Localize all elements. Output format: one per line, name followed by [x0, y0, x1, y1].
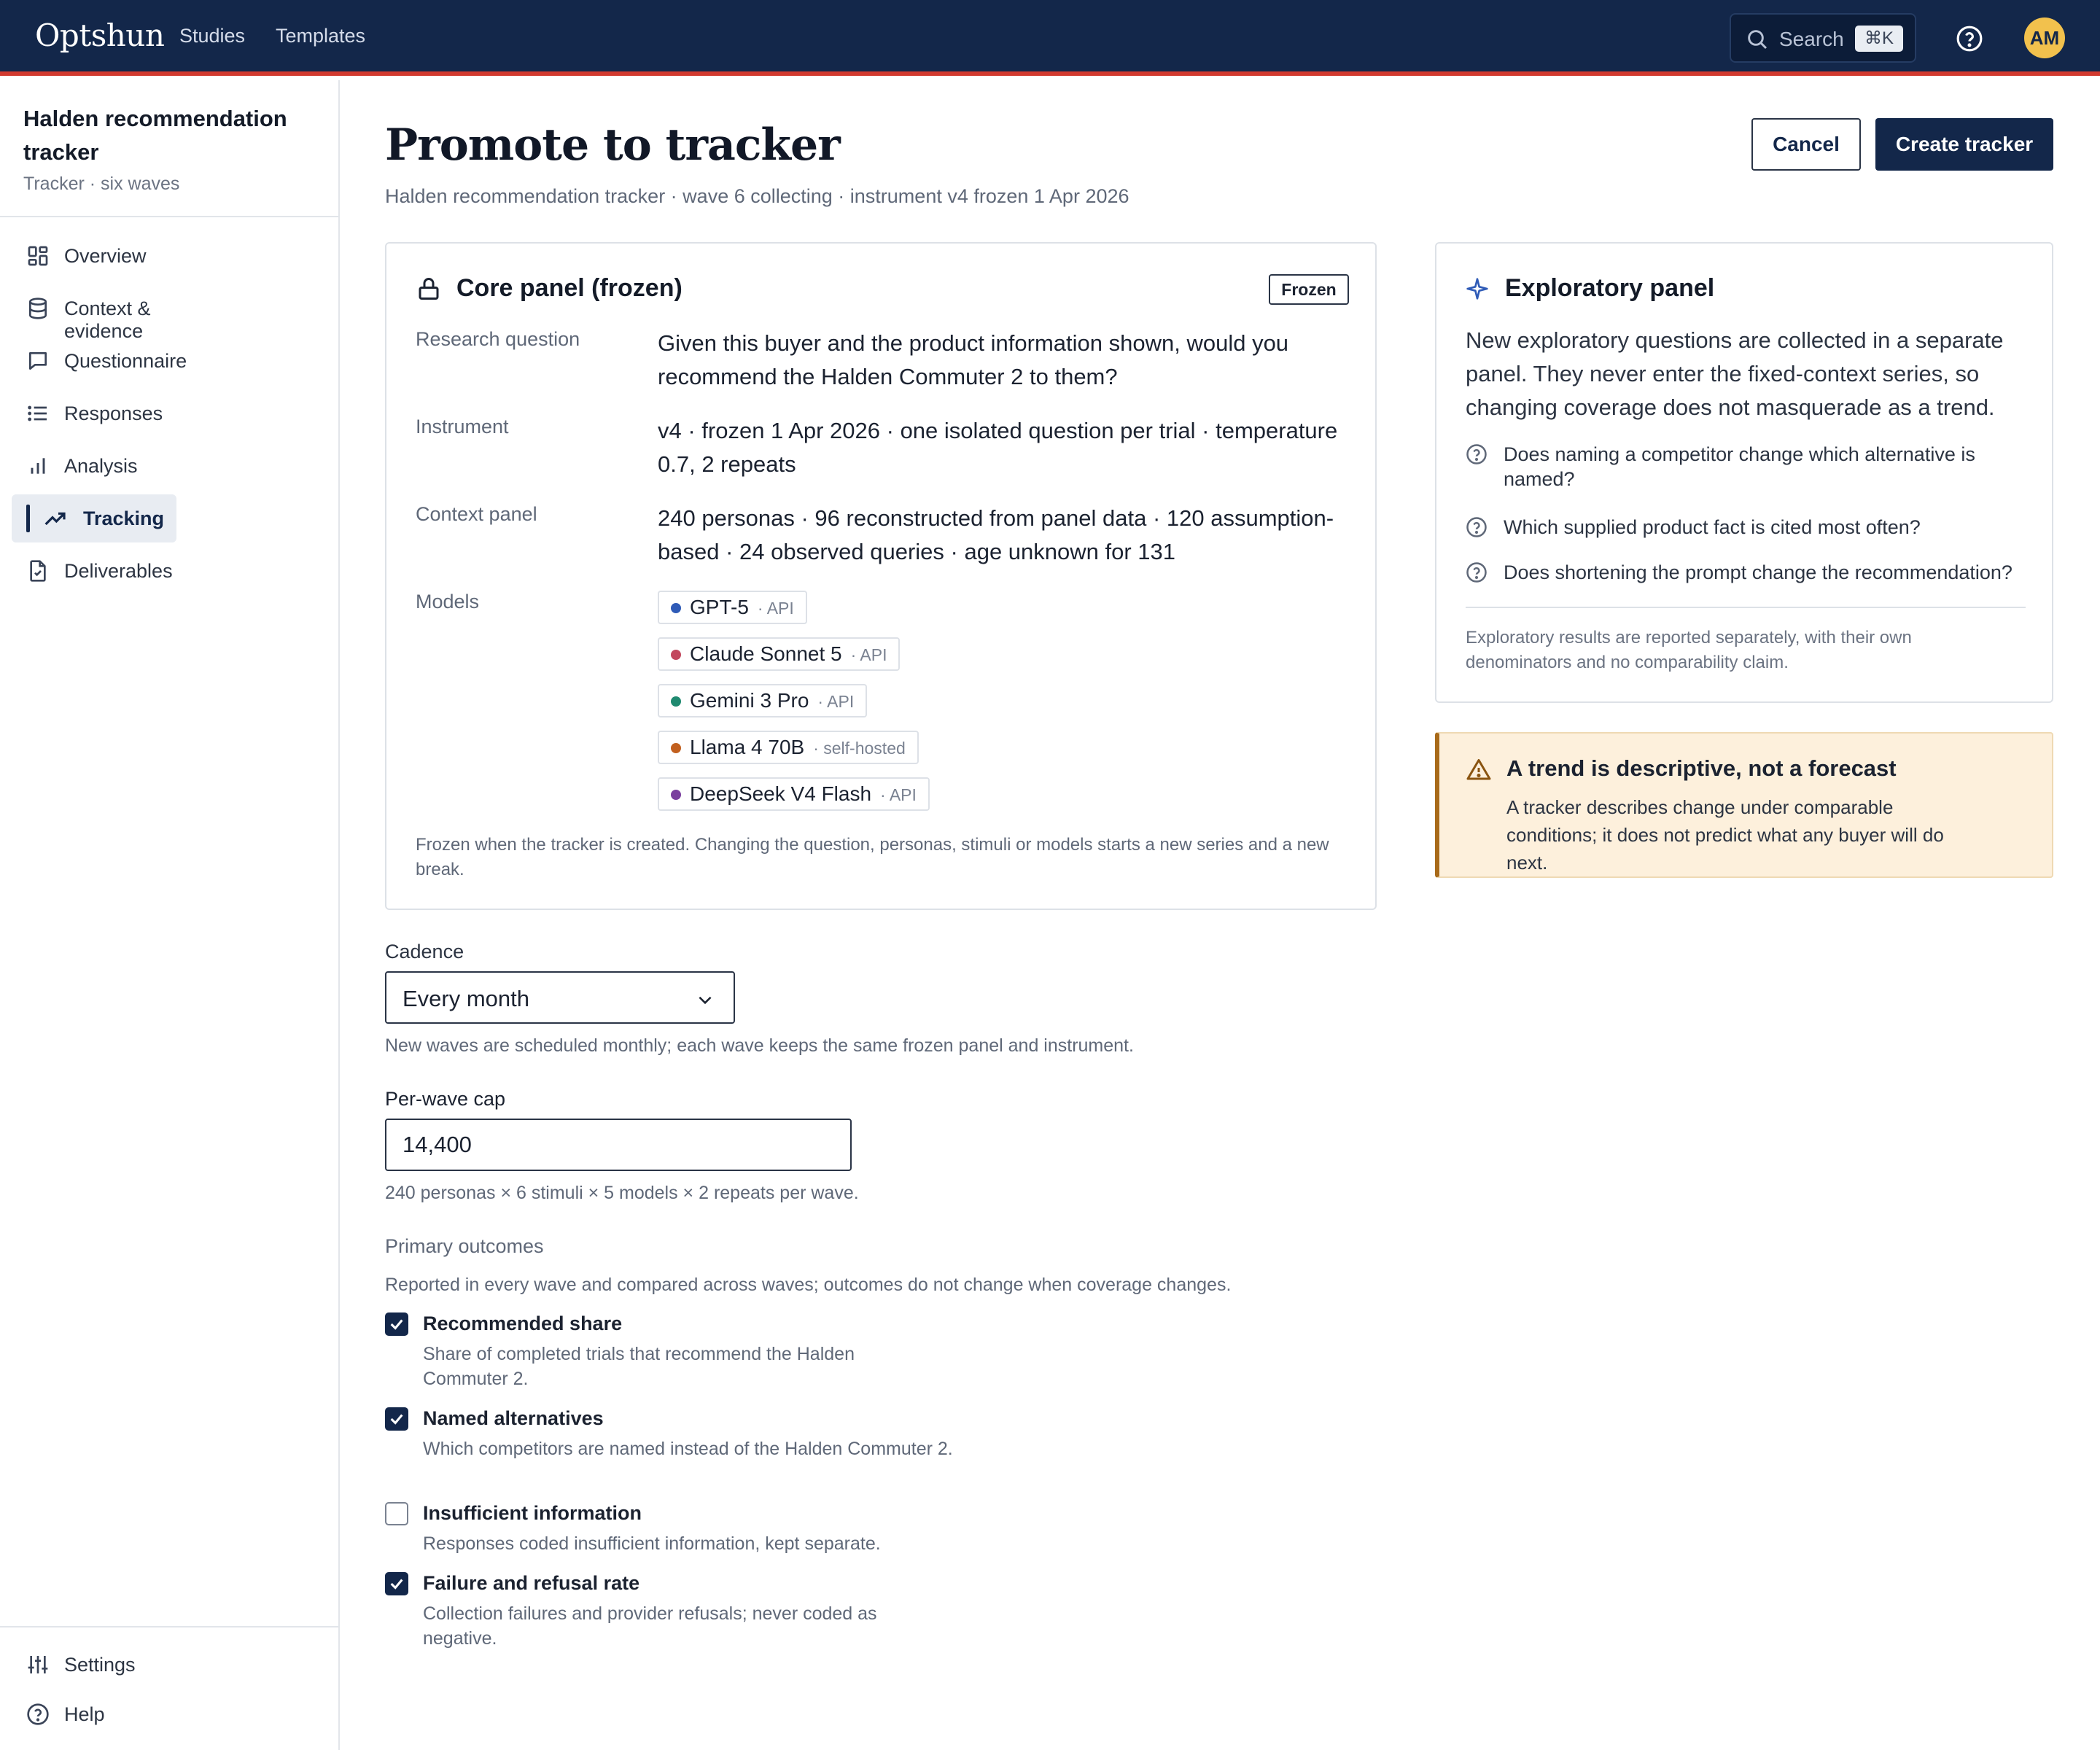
active-indicator	[26, 505, 30, 532]
brand-logo[interactable]: Optshun	[35, 18, 165, 53]
help-circle-icon	[1466, 516, 1488, 538]
outcome-title[interactable]: Insufficient information	[423, 1502, 642, 1524]
model-color-dot	[671, 696, 681, 707]
exploratory-question-text: Which supplied product fact is cited most often?	[1504, 516, 1921, 538]
create-tracker-button[interactable]: Create tracker	[1875, 118, 2053, 171]
help-icon[interactable]	[1956, 25, 1983, 52]
sidebar-item-responses[interactable]	[12, 389, 176, 438]
grid-icon	[26, 244, 50, 268]
model-color-dot	[671, 650, 681, 660]
sidebar-item-settings[interactable]	[12, 1641, 176, 1689]
outcome-description: Which competitors are named instead of the Halden Commuter 2.	[423, 1439, 953, 1459]
row-label-research-question: Research question	[416, 328, 580, 350]
model-chip-deepseek-v4-flash	[658, 777, 930, 811]
nav-studies[interactable]: Studies	[179, 25, 246, 47]
model-suffix: · self-hosted	[813, 739, 906, 758]
row-label-instrument: Instrument	[416, 416, 509, 438]
check-icon	[389, 1411, 405, 1427]
help-icon	[26, 1703, 50, 1726]
sidebar-item-overview[interactable]	[12, 232, 176, 280]
sidebar-item-deliverables[interactable]	[12, 547, 176, 595]
cadence-help: New waves are scheduled monthly; each wave keeps the same frozen panel and instrument.	[385, 1035, 1134, 1056]
help-circle-icon	[1466, 561, 1488, 583]
model-chip-gpt5	[658, 591, 807, 624]
sidebar-item-label: Settings	[64, 1654, 136, 1676]
list-icon	[26, 402, 50, 425]
sidebar-divider	[0, 216, 338, 217]
row-label-context-panel: Context panel	[416, 503, 537, 525]
research-question-value: Given this buyer and the product information shown, would you recommend the Halden Commuter 2 to them?	[658, 330, 1289, 389]
failure-refusal-checkbox[interactable]	[385, 1572, 408, 1595]
database-icon	[26, 297, 50, 320]
frozen-badge: Frozen	[1269, 274, 1349, 305]
exploratory-divider	[1466, 607, 2026, 608]
model-name: DeepSeek V4 Flash	[690, 782, 872, 805]
chat-icon	[26, 349, 50, 373]
model-chip-gemini-3-pro	[658, 684, 867, 718]
core-panel-title: Core panel (frozen)	[456, 274, 682, 302]
help-circle-icon	[1466, 443, 1488, 465]
exploratory-panel-text: New exploratory questions are collected in a separate panel. They never enter the fixed-context series, so changing coverage does not masquerade as a trend.	[1466, 327, 2004, 420]
sidebar-item-help[interactable]	[12, 1690, 176, 1738]
model-color-dot	[671, 790, 681, 800]
outcome-description: Responses coded insufficient information, kept separate.	[423, 1533, 881, 1554]
cadence-label: Cadence	[385, 941, 464, 962]
model-suffix: · API	[850, 645, 887, 664]
file-check-icon	[26, 559, 50, 583]
core-panel-note: Frozen when the tracker is created. Changing the question, personas, stimuli or models starts a new series and a new break.	[416, 835, 1329, 879]
avatar[interactable]: AM	[2024, 18, 2065, 58]
search-label: Search	[1779, 28, 1844, 50]
sidebar	[0, 80, 340, 1750]
search-shortcut: ⌘K	[1855, 26, 1903, 52]
instrument-value: v4 · frozen 1 Apr 2026 · one isolated question per trial · temperature 0.7, 2 repeats	[658, 418, 1338, 477]
exploratory-panel-note: Exploratory results are reported separately, with their own denominators and no comparability claim.	[1466, 628, 1912, 672]
per-wave-cap-help: 240 personas × 6 stimuli × 5 models × 2 repeats per wave.	[385, 1183, 859, 1203]
trend-icon	[44, 507, 67, 530]
per-wave-cap-label: Per-wave cap	[385, 1088, 506, 1110]
cancel-button[interactable]: Cancel	[1751, 118, 1861, 171]
recommended-share-checkbox[interactable]	[385, 1312, 408, 1336]
model-name: Claude Sonnet 5	[690, 642, 842, 665]
sidebar-item-questionnaire[interactable]	[12, 337, 187, 385]
model-suffix: · API	[880, 785, 917, 804]
model-suffix: · API	[757, 599, 794, 618]
core-panel-card	[385, 242, 1377, 910]
outcome-title[interactable]: Recommended share	[423, 1312, 623, 1334]
search-button[interactable]	[1730, 13, 1916, 63]
check-icon	[389, 1316, 405, 1332]
nav-templates[interactable]: Templates	[276, 25, 366, 47]
outcome-description: Share of completed trials that recommend the Halden Commuter 2.	[423, 1344, 855, 1389]
sidebar-item-label: Context & evidence	[64, 298, 151, 342]
top-bar	[0, 0, 2100, 76]
model-name: GPT-5	[690, 596, 749, 618]
outcome-title[interactable]: Named alternatives	[423, 1407, 604, 1429]
model-color-dot	[671, 743, 681, 753]
trend-warning-callout	[1435, 732, 2053, 878]
sidebar-item-analysis[interactable]	[12, 442, 176, 490]
sidebar-item-context-evidence[interactable]	[12, 284, 176, 342]
model-name: Llama 4 70B	[690, 736, 805, 758]
named-alternatives-checkbox[interactable]	[385, 1407, 408, 1431]
lock-icon	[416, 276, 442, 302]
insufficient-information-checkbox[interactable]	[385, 1502, 408, 1525]
exploratory-question-text: Does naming a competitor change which alternative is named?	[1504, 443, 1975, 490]
sidebar-item-label: Tracking	[83, 508, 165, 529]
context-panel-value: 240 personas · 96 reconstructed from panel data · 120 assumption-based · 24 observed queries · age unknown for 131	[658, 505, 1334, 564]
primary-outcomes-label: Primary outcomes	[385, 1235, 544, 1257]
outcome-title[interactable]: Failure and refusal rate	[423, 1572, 640, 1594]
sidebar-item-tracking[interactable]	[12, 494, 176, 542]
sidebar-item-label: Overview	[64, 245, 147, 267]
page-title: Promote to tracker	[385, 120, 840, 171]
sidebar-item-label: Questionnaire	[64, 350, 187, 372]
search-icon	[1746, 28, 1769, 51]
cadence-selected-value: Every month	[402, 986, 530, 1011]
exploratory-question-text: Does shortening the prompt change the recommendation?	[1504, 561, 2012, 583]
warning-icon	[1466, 757, 1492, 783]
sidebar-item-label: Deliverables	[64, 560, 173, 582]
model-name: Gemini 3 Pro	[690, 689, 809, 712]
model-chip-claude-sonnet-5	[658, 637, 900, 671]
sidebar-item-label: Analysis	[64, 455, 138, 477]
row-label-models: Models	[416, 591, 480, 612]
bar-chart-icon	[26, 454, 50, 478]
per-wave-cap-input[interactable]	[385, 1119, 852, 1171]
sliders-icon	[26, 1653, 50, 1676]
page-subtitle: Halden recommendation tracker · wave 6 collecting · instrument v4 frozen 1 Apr 2026	[385, 185, 1129, 207]
outcome-description: Collection failures and provider refusals; never coded as negative.	[423, 1603, 877, 1649]
warning-title: A trend is descriptive, not a forecast	[1506, 755, 1897, 781]
exploratory-panel-card	[1435, 242, 2053, 703]
primary-outcomes-help: Reported in every wave and compared across waves; outcomes do not change when coverage changes.	[385, 1275, 1232, 1295]
sidebar-divider	[0, 1626, 338, 1628]
chevron-down-icon	[696, 990, 715, 1009]
sidebar-item-label: Help	[64, 1703, 105, 1725]
model-chip-llama-4-70b	[658, 731, 919, 764]
sidebar-item-label: Responses	[64, 402, 163, 424]
check-icon	[389, 1576, 405, 1592]
project-title: Halden recommendation tracker	[23, 106, 287, 165]
project-subtitle: Tracker · six waves	[23, 174, 180, 194]
model-suffix: · API	[817, 692, 855, 711]
warning-text: A tracker describes change under comparable conditions; it does not predict what any buyer will do next.	[1506, 796, 1944, 874]
exploratory-panel-title: Exploratory panel	[1505, 274, 1715, 302]
sparkle-icon	[1466, 277, 1489, 300]
cadence-select[interactable]	[385, 971, 735, 1024]
model-color-dot	[671, 603, 681, 613]
